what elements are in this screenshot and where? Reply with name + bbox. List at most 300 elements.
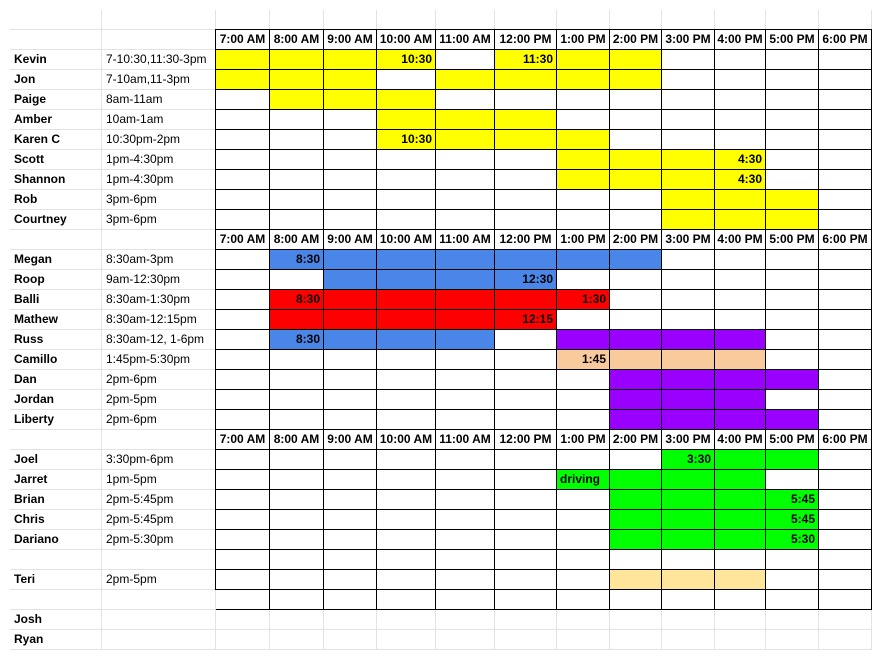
shift-block[interactable] [662,390,715,410]
shift-block[interactable] [557,470,610,490]
schedule-cell[interactable] [819,350,872,370]
shift-block[interactable] [377,50,436,70]
schedule-cell[interactable] [495,490,557,510]
schedule-cell[interactable] [377,10,436,30]
row-shift-cell[interactable]: 8:30am-12:15pm [102,310,216,330]
schedule-cell[interactable] [715,250,766,270]
row-shift-cell[interactable]: 2pm-5pm [102,390,216,410]
shift-block[interactable] [436,290,495,310]
schedule-cell[interactable] [270,130,324,150]
schedule-cell[interactable] [436,390,495,410]
schedule-cell[interactable] [610,310,662,330]
schedule-cell[interactable] [216,630,270,650]
shift-block[interactable] [495,290,557,310]
schedule-cell[interactable] [557,390,610,410]
shift-block[interactable] [324,70,377,90]
shift-block[interactable] [610,70,662,90]
time-header-cell[interactable]: 12:00 PM [495,230,557,250]
shift-block[interactable] [662,490,715,510]
shift-block[interactable] [557,170,610,190]
schedule-cell[interactable] [436,490,495,510]
schedule-cell[interactable] [377,570,436,590]
schedule-cell[interactable] [766,10,819,30]
shift-block[interactable] [610,250,662,270]
schedule-cell[interactable] [715,630,766,650]
schedule-cell[interactable] [377,490,436,510]
schedule-cell[interactable] [495,370,557,390]
row-shift-cell[interactable]: 8:30am-3pm [102,250,216,270]
schedule-cell[interactable] [270,270,324,290]
schedule-cell[interactable] [436,590,495,610]
schedule-cell[interactable] [436,170,495,190]
schedule-cell[interactable] [557,310,610,330]
row-name-cell[interactable]: Kevin [10,50,102,70]
row-name-cell[interactable]: Roop [10,270,102,290]
schedule-cell[interactable] [819,310,872,330]
schedule-cell[interactable] [766,550,819,570]
schedule-cell[interactable] [557,510,610,530]
shift-block[interactable] [557,250,610,270]
schedule-cell[interactable] [819,190,872,210]
schedule-cell[interactable] [324,470,377,490]
shift-block[interactable] [715,170,766,190]
schedule-cell[interactable] [216,310,270,330]
schedule-cell[interactable] [610,630,662,650]
shift-block[interactable] [662,470,715,490]
shift-block[interactable] [610,150,662,170]
schedule-cell[interactable] [324,130,377,150]
shift-block[interactable] [715,450,766,470]
shift-block[interactable] [766,190,819,210]
schedule-cell[interactable] [324,350,377,370]
schedule-cell[interactable] [270,590,324,610]
schedule-cell[interactable] [610,610,662,630]
schedule-cell[interactable] [436,50,495,70]
schedule-cell[interactable] [557,590,610,610]
schedule-cell[interactable] [436,450,495,470]
schedule-cell[interactable] [436,570,495,590]
time-header-cell[interactable]: 8:00 AM [270,230,324,250]
row-name-cell[interactable]: Dan [10,370,102,390]
schedule-cell[interactable] [216,570,270,590]
schedule-cell[interactable] [270,630,324,650]
shift-block[interactable] [715,330,766,350]
shift-block[interactable] [270,310,324,330]
shift-block[interactable] [270,330,324,350]
schedule-cell[interactable] [216,610,270,630]
schedule-cell[interactable] [270,370,324,390]
schedule-cell[interactable] [495,190,557,210]
schedule-cell[interactable] [216,250,270,270]
shift-block[interactable] [662,450,715,470]
shift-block[interactable] [557,50,610,70]
row-name-cell[interactable]: Balli [10,290,102,310]
shift-block[interactable] [436,70,495,90]
shift-block[interactable] [610,510,662,530]
time-header-cell[interactable]: 3:00 PM [662,30,715,50]
shift-block[interactable] [610,170,662,190]
row-name-cell[interactable] [10,550,102,570]
schedule-cell[interactable] [819,110,872,130]
time-header-cell[interactable]: 7:00 AM [216,430,270,450]
schedule-cell[interactable] [610,210,662,230]
row-name-cell[interactable]: Liberty [10,410,102,430]
schedule-cell[interactable] [766,70,819,90]
shift-block[interactable] [270,250,324,270]
schedule-cell[interactable] [662,610,715,630]
schedule-cell[interactable] [557,490,610,510]
shift-block[interactable] [324,250,377,270]
shift-block[interactable] [270,90,324,110]
schedule-cell[interactable] [819,510,872,530]
schedule-cell[interactable] [766,250,819,270]
row-name-cell[interactable]: Brian [10,490,102,510]
schedule-cell[interactable] [557,630,610,650]
time-header-cell[interactable]: 5:00 PM [766,430,819,450]
schedule-cell[interactable] [557,410,610,430]
shift-block[interactable] [715,190,766,210]
row-shift-cell[interactable]: 8:30am-12, 1-6pm [102,330,216,350]
schedule-cell[interactable] [495,550,557,570]
shift-block[interactable] [766,370,819,390]
schedule-cell[interactable] [216,270,270,290]
schedule-cell[interactable] [610,110,662,130]
shift-block[interactable] [662,370,715,390]
schedule-cell[interactable] [495,630,557,650]
shift-block[interactable] [436,250,495,270]
schedule-cell[interactable] [715,270,766,290]
schedule-cell[interactable] [495,530,557,550]
row-name-cell[interactable]: Megan [10,250,102,270]
time-header-cell[interactable]: 6:00 PM [819,230,872,250]
schedule-cell[interactable] [819,130,872,150]
schedule-cell[interactable] [819,50,872,70]
schedule-cell[interactable] [495,410,557,430]
schedule-cell[interactable] [610,90,662,110]
schedule-cell[interactable] [766,290,819,310]
time-header-cell[interactable]: 9:00 AM [324,230,377,250]
schedule-cell[interactable] [766,330,819,350]
row-name-cell[interactable]: Jordan [10,390,102,410]
schedule-cell[interactable] [324,390,377,410]
schedule-cell[interactable] [436,410,495,430]
schedule-cell[interactable] [270,530,324,550]
row-shift-cell[interactable] [102,10,216,30]
schedule-cell[interactable] [270,150,324,170]
schedule-cell[interactable] [610,10,662,30]
schedule-cell[interactable] [766,470,819,490]
schedule-cell[interactable] [557,210,610,230]
row-shift-cell[interactable]: 1pm-5pm [102,470,216,490]
schedule-cell[interactable] [324,530,377,550]
schedule-cell[interactable] [662,310,715,330]
schedule-cell[interactable] [495,510,557,530]
time-header-cell[interactable]: 4:00 PM [715,30,766,50]
schedule-cell[interactable] [766,150,819,170]
schedule-cell[interactable] [324,590,377,610]
shift-block[interactable] [662,410,715,430]
schedule-cell[interactable] [270,210,324,230]
schedule-cell[interactable] [270,510,324,530]
time-header-cell[interactable]: 8:00 AM [270,430,324,450]
schedule-cell[interactable] [819,590,872,610]
schedule-cell[interactable] [324,190,377,210]
time-header-cell[interactable]: 11:00 AM [436,230,495,250]
shift-block[interactable] [715,490,766,510]
schedule-cell[interactable] [324,630,377,650]
row-shift-cell[interactable]: 2pm-5:30pm [102,530,216,550]
schedule-cell[interactable] [819,550,872,570]
schedule-cell[interactable] [216,550,270,570]
schedule-cell[interactable] [495,330,557,350]
schedule-cell[interactable] [766,390,819,410]
shift-block[interactable] [610,490,662,510]
schedule-cell[interactable] [610,550,662,570]
shift-block[interactable] [436,330,495,350]
schedule-cell[interactable] [610,450,662,470]
schedule-cell[interactable] [819,490,872,510]
schedule-cell[interactable] [495,10,557,30]
shift-block[interactable] [662,210,715,230]
schedule-cell[interactable] [766,110,819,130]
time-header-cell[interactable]: 12:00 PM [495,30,557,50]
schedule-cell[interactable] [819,170,872,190]
schedule-cell[interactable] [819,70,872,90]
shift-block[interactable] [766,450,819,470]
shift-block[interactable] [715,370,766,390]
schedule-cell[interactable] [216,490,270,510]
schedule-cell[interactable] [819,610,872,630]
schedule-cell[interactable] [766,610,819,630]
shift-block[interactable] [377,130,436,150]
row-name-cell[interactable] [10,10,102,30]
row-name-cell[interactable]: Chris [10,510,102,530]
shift-block[interactable] [216,50,270,70]
schedule-cell[interactable] [377,350,436,370]
schedule-cell[interactable] [766,270,819,290]
schedule-cell[interactable] [495,590,557,610]
schedule-cell[interactable] [324,610,377,630]
schedule-cell[interactable] [766,130,819,150]
row-shift-cell[interactable] [102,230,216,250]
time-header-cell[interactable]: 2:00 PM [610,30,662,50]
schedule-cell[interactable] [377,210,436,230]
schedule-cell[interactable] [819,470,872,490]
schedule-cell[interactable] [436,370,495,390]
shift-block[interactable] [377,250,436,270]
row-shift-cell[interactable]: 1pm-4:30pm [102,170,216,190]
schedule-cell[interactable] [324,170,377,190]
row-name-cell[interactable]: Jon [10,70,102,90]
schedule-cell[interactable] [495,390,557,410]
row-shift-cell[interactable]: 8am-11am [102,90,216,110]
schedule-cell[interactable] [324,210,377,230]
schedule-cell[interactable] [662,70,715,90]
shift-block[interactable] [377,330,436,350]
shift-block[interactable] [610,390,662,410]
schedule-cell[interactable] [270,410,324,430]
schedule-cell[interactable] [436,350,495,370]
shift-block[interactable] [766,210,819,230]
shift-block[interactable] [610,330,662,350]
schedule-cell[interactable] [436,550,495,570]
time-header-cell[interactable]: 4:00 PM [715,430,766,450]
schedule-cell[interactable] [270,110,324,130]
schedule-cell[interactable] [662,110,715,130]
schedule-cell[interactable] [557,530,610,550]
schedule-cell[interactable] [270,350,324,370]
row-shift-cell[interactable]: 3pm-6pm [102,190,216,210]
schedule-cell[interactable] [715,550,766,570]
shift-block[interactable] [610,350,662,370]
schedule-cell[interactable] [495,170,557,190]
schedule-cell[interactable] [662,630,715,650]
schedule-cell[interactable] [715,70,766,90]
shift-block[interactable] [495,110,557,130]
time-header-cell[interactable]: 9:00 AM [324,430,377,450]
schedule-cell[interactable] [662,130,715,150]
shift-block[interactable] [377,310,436,330]
shift-block[interactable] [436,130,495,150]
shift-block[interactable] [662,150,715,170]
schedule-cell[interactable] [662,90,715,110]
shift-block[interactable] [715,350,766,370]
schedule-cell[interactable] [557,270,610,290]
shift-block[interactable] [495,50,557,70]
row-name-cell[interactable]: Ryan [10,630,102,650]
schedule-cell[interactable] [377,370,436,390]
time-header-cell[interactable]: 6:00 PM [819,430,872,450]
schedule-cell[interactable] [324,370,377,390]
row-shift-cell[interactable] [102,630,216,650]
schedule-cell[interactable] [216,130,270,150]
schedule-cell[interactable] [766,570,819,590]
row-shift-cell[interactable] [102,430,216,450]
schedule-cell[interactable] [662,590,715,610]
schedule-cell[interactable] [557,10,610,30]
schedule-cell[interactable] [819,150,872,170]
schedule-cell[interactable] [324,510,377,530]
shift-block[interactable] [377,90,436,110]
shift-block[interactable] [495,70,557,90]
row-name-cell[interactable] [10,590,102,610]
shift-block[interactable] [715,470,766,490]
schedule-cell[interactable] [495,570,557,590]
row-name-cell[interactable]: Jarret [10,470,102,490]
shift-block[interactable] [436,310,495,330]
row-name-cell[interactable]: Courtney [10,210,102,230]
time-header-cell[interactable]: 11:00 AM [436,430,495,450]
schedule-cell[interactable] [270,610,324,630]
schedule-cell[interactable] [766,590,819,610]
schedule-cell[interactable] [819,290,872,310]
shift-block[interactable] [766,490,819,510]
schedule-cell[interactable] [377,170,436,190]
row-name-cell[interactable]: Teri [10,570,102,590]
shift-block[interactable] [662,330,715,350]
schedule-cell[interactable] [324,10,377,30]
shift-block[interactable] [495,310,557,330]
schedule-cell[interactable] [377,610,436,630]
schedule-cell[interactable] [216,170,270,190]
schedule-cell[interactable] [557,570,610,590]
row-shift-cell[interactable]: 2pm-5:45pm [102,510,216,530]
schedule-cell[interactable] [557,550,610,570]
time-header-cell[interactable]: 7:00 AM [216,230,270,250]
schedule-cell[interactable] [216,330,270,350]
schedule-cell[interactable] [216,290,270,310]
schedule-cell[interactable] [436,10,495,30]
shift-block[interactable] [216,70,270,90]
row-shift-cell[interactable]: 3:30pm-6pm [102,450,216,470]
shift-block[interactable] [436,270,495,290]
time-header-cell[interactable]: 8:00 AM [270,30,324,50]
shift-block[interactable] [715,150,766,170]
schedule-cell[interactable] [819,370,872,390]
shift-block[interactable] [715,390,766,410]
schedule-cell[interactable] [216,350,270,370]
row-shift-cell[interactable]: 10am-1am [102,110,216,130]
schedule-cell[interactable] [377,550,436,570]
schedule-cell[interactable] [610,290,662,310]
schedule-cell[interactable] [377,630,436,650]
shift-block[interactable] [610,50,662,70]
time-header-cell[interactable]: 10:00 AM [377,430,436,450]
row-shift-cell[interactable]: 2pm-5pm [102,570,216,590]
schedule-cell[interactable] [610,270,662,290]
schedule-cell[interactable] [819,250,872,270]
schedule-cell[interactable] [766,310,819,330]
shift-block[interactable] [557,130,610,150]
row-shift-cell[interactable]: 2pm-6pm [102,410,216,430]
schedule-cell[interactable] [436,90,495,110]
shift-block[interactable] [495,130,557,150]
shift-block[interactable] [610,410,662,430]
shift-block[interactable] [715,510,766,530]
row-name-cell[interactable]: Rob [10,190,102,210]
time-header-cell[interactable]: 4:00 PM [715,230,766,250]
schedule-cell[interactable] [819,10,872,30]
schedule-cell[interactable] [270,190,324,210]
schedule-cell[interactable] [377,470,436,490]
shift-block[interactable] [270,70,324,90]
time-header-cell[interactable]: 7:00 AM [216,30,270,50]
schedule-cell[interactable] [766,350,819,370]
schedule-cell[interactable] [270,10,324,30]
shift-block[interactable] [495,250,557,270]
row-shift-cell[interactable]: 7-10:30,11:30-3pm [102,50,216,70]
schedule-cell[interactable] [436,630,495,650]
schedule-cell[interactable] [715,90,766,110]
schedule-cell[interactable] [436,510,495,530]
shift-block[interactable] [715,210,766,230]
schedule-cell[interactable] [610,590,662,610]
schedule-cell[interactable] [216,210,270,230]
shift-block[interactable] [662,530,715,550]
shift-block[interactable] [715,410,766,430]
schedule-cell[interactable] [662,270,715,290]
time-header-cell[interactable]: 1:00 PM [557,30,610,50]
time-header-cell[interactable]: 5:00 PM [766,230,819,250]
schedule-cell[interactable] [819,530,872,550]
shift-block[interactable] [324,310,377,330]
shift-block[interactable] [662,190,715,210]
schedule-cell[interactable] [324,450,377,470]
schedule-cell[interactable] [216,150,270,170]
schedule-cell[interactable] [715,590,766,610]
schedule-cell[interactable] [216,510,270,530]
schedule-cell[interactable] [270,170,324,190]
